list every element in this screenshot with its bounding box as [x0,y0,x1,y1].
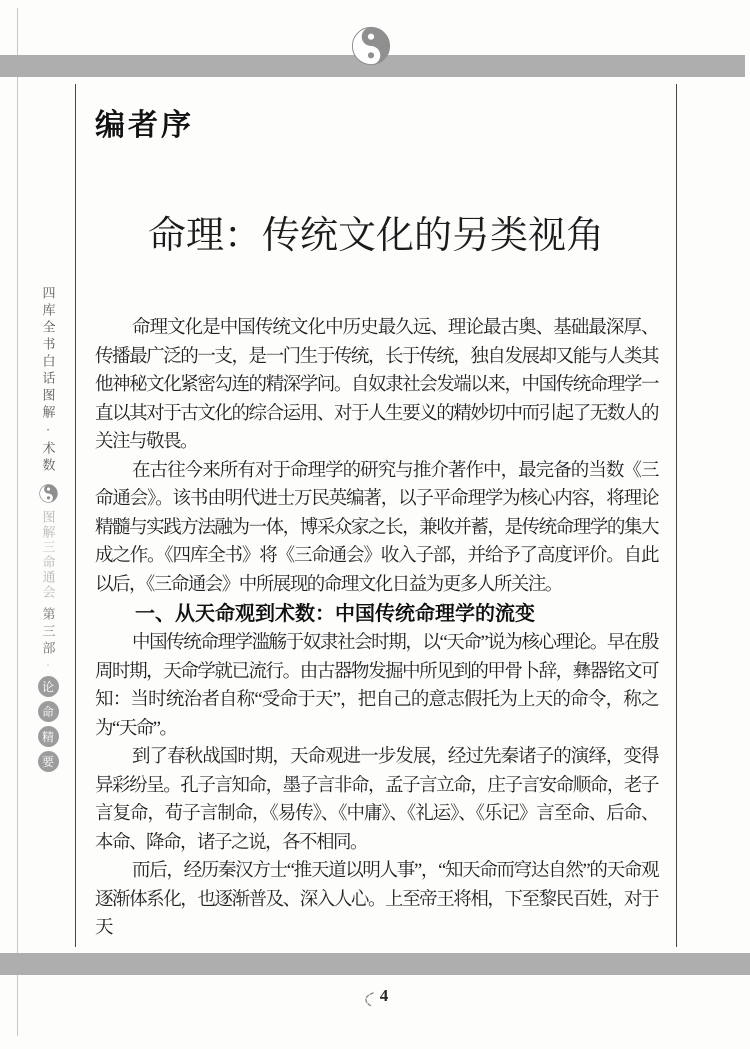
scan-edge-line [17,8,18,1036]
paragraph: 在古往今来所有对于命理学的研究与推介著作中，最完备的当数《三命通会》。该书由明代进士万民英编著，以子平命理学为核心内容，将理论精髓与实践方法融为一体，博采众家之长，兼收并蓄，是传统命理学的集大成之作。《四库全书》将《三命通会》收入子部，并给予了高度评价。自此以后，《三命通会》中所展现的命理文化日益为更多人所关注。 [95,460,658,595]
spine-circled-char: 命 [38,701,59,722]
spine-circled-char: 要 [38,751,59,772]
section-heading: 一、从天命观到术数：中国传统命理学的流变 [135,603,535,625]
spine-separator-dot: · [46,660,50,670]
page-title: 命理：传统文化的另类视角 [147,215,604,257]
paragraph: 中国传统命理学滥觞于奴隶社会时期，以“天命”说为核心理论。早在殷周时期，天命学就已流行。由古器物发掘中所见到的甲骨卜辞，彝器铭文可知：当时统治者自称“受命于天”，把自己的意志假托为上天的命令，称之为“天命”。 [95,633,658,739]
flourish-icon [362,992,377,1009]
paragraph: 到了春秋战国时期，天命观进一步发展，经过先秦诸子的演绎，变得异彩纷呈。孔子言知命，墨子言非命，孟子言立命，庄子言安命顺命，老子言复命，荀子言制命，《易传》、《中庸》、《礼运》、《乐记》言至命、后命、本命、降命，诸子之说，各不相同。 [95,747,658,853]
sidebar-spine [33,286,63,774]
page-number: 4 [379,986,389,1005]
spine-circled-char: 精 [38,726,59,747]
paragraph: 而后，经历秦汉方士“推天道以明人事”，“知天命而穹达自然”的天命观逐渐体系化，也逐渐普及、深入人心。上至帝王将相，下至黎民百姓，对于天 [95,861,658,938]
series-title: 四库全书白话图解·术数 [40,286,56,475]
spine-book-title: 图解三命通会 [40,510,56,600]
yinyang-icon [351,26,391,66]
preface-heading: 编者序 [95,109,194,142]
spine-volume-label: 第三部 [40,607,56,658]
bottom-decorative-band [0,953,750,975]
paragraph: 命理文化是中国传统文化中历史最久远、理论最古奥、基础最深厚、传播最广泛的一支，是一门生于传统，长于传统，独自发展却又能与人类其他神秘文化紧密勾连的精深学问。自奴隶社会发端以来，中国传统命理学一直以其对于古文化的综合运用、对于人生要义的精妙切中而引起了无数人的关注与敬畏。 [95,318,658,452]
spine-circled-char: 论 [38,676,59,697]
yinyang-icon-small [39,484,58,503]
footer [0,986,750,1009]
body-text [95,314,658,943]
